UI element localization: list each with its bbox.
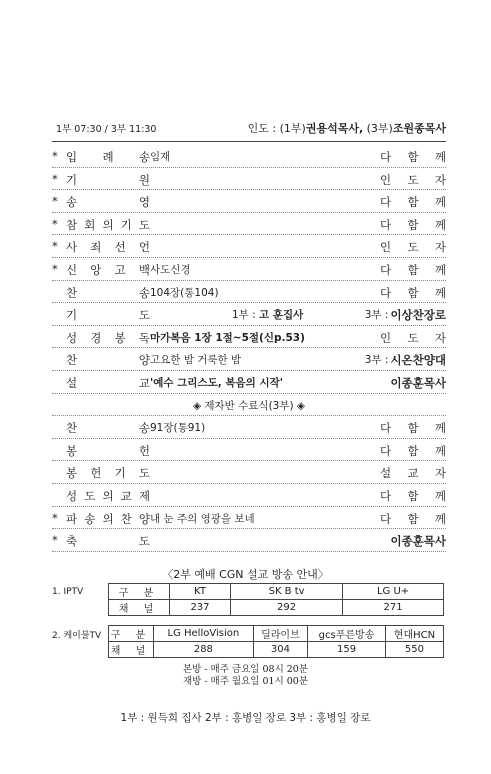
order-performer: 다 함 께 — [380, 488, 446, 503]
table-cell: LG U+ — [343, 584, 444, 600]
prayer-third-name: 이상찬장로 — [390, 308, 446, 323]
order-row-benediction — [52, 529, 446, 552]
prayer-first-label: 1부 : — [232, 309, 260, 322]
leader-mid: (3부) — [363, 122, 393, 135]
discipleship-graduation-notice: ◈ 제자반 수료식(3부) ◈ — [192, 399, 306, 412]
order-row-doxology — [52, 190, 446, 213]
order-performer: 이종훈목사 — [390, 534, 446, 549]
standing-marker: * — [52, 149, 58, 163]
header-divider — [52, 141, 446, 142]
order-performer — [365, 352, 446, 368]
table-cell: LG HelloVision — [154, 626, 254, 642]
premiere-time: 본방 - 매주 금요일 08시 20분 — [182, 664, 309, 675]
standing-marker: * — [52, 261, 58, 276]
broadcast-title: 〈2부 예배 CGN 설교 방송 안내〉 — [162, 568, 329, 581]
iptv-label: 1. IPTV — [52, 587, 84, 597]
order-performer: 이종훈목사 — [390, 375, 446, 390]
order-title: 신 앙 고 백 — [66, 262, 150, 277]
standing-marker: * — [52, 194, 58, 209]
order-row-offering — [52, 439, 446, 462]
order-row-confession — [52, 213, 446, 236]
table-cell: 딜라이브 — [253, 626, 307, 642]
order-detail: 고요한 밤 거룩한 밤 — [150, 354, 242, 367]
standing-marker: * — [52, 171, 58, 186]
order-row-invocation — [52, 168, 446, 191]
order-row-creed — [52, 258, 446, 281]
standing-marker: * — [52, 533, 58, 548]
table-cell: gcs푸른방송 — [308, 626, 386, 642]
order-detail: 임재 — [150, 151, 171, 163]
order-performer: 다 함 께 — [380, 421, 446, 436]
order-performer: 인 도 자 — [380, 330, 446, 345]
cable-label: 2. 케이블TV — [52, 631, 102, 641]
order-title: 축 도 — [66, 534, 150, 549]
order-title: 설 교 — [66, 375, 150, 390]
footer-prayer-leaders: 1부 : 원득희 집사 2부 : 홍병일 장로 3부 : 홍병일 장로 — [120, 712, 371, 724]
table-header-cell: 구 분 — [109, 584, 170, 600]
order-title: 봉 헌 기 도 — [66, 466, 150, 481]
table-cell: 304 — [253, 642, 307, 658]
leader-third-service: 조원종목사 — [392, 122, 446, 135]
sermon-title: '예수 그리스도, 복음의 시작' — [150, 376, 283, 389]
order-detail: 104장(통104) — [150, 286, 219, 299]
rerun-time: 재방 - 매주 월요일 01시 00분 — [182, 676, 309, 687]
cable-table — [108, 625, 444, 658]
order-title: 찬 양 — [66, 353, 150, 368]
order-title: 입 례 송 — [66, 150, 150, 164]
order-performer: 다 함 께 — [380, 195, 446, 210]
order-performer: 다 함 께 — [380, 217, 446, 232]
order-performer: 설 교 자 — [380, 466, 446, 481]
table-row — [109, 626, 444, 642]
order-title: 사 죄 선 언 — [66, 240, 150, 255]
order-title: 기 원 — [66, 172, 150, 187]
order-title: 성 도 의 교 제 — [66, 488, 150, 503]
order-performer: 인 도 자 — [380, 240, 446, 255]
table-row — [109, 600, 444, 616]
table-cell: 159 — [308, 642, 386, 658]
anthem-service-label: 3부 : — [364, 354, 389, 367]
order-performer: 다 함 께 — [380, 285, 446, 300]
order-performer: 다 함 께 — [380, 262, 446, 277]
standing-marker: * — [52, 510, 58, 525]
order-title: 찬 송 — [66, 285, 150, 300]
table-row — [109, 642, 444, 658]
service-leaders — [248, 120, 446, 136]
prayer-first-service — [232, 307, 303, 322]
order-title: 찬 송 — [66, 421, 150, 436]
table-row — [109, 584, 444, 600]
prayer-third-service — [365, 307, 446, 323]
order-title: 송 영 — [66, 195, 150, 210]
table-cell: 550 — [385, 642, 443, 658]
order-row-fellowship — [52, 484, 446, 507]
service-times: 1부 07:30 / 3부 11:30 — [56, 124, 157, 135]
prayer-first-name: 고 훈집사 — [259, 309, 304, 322]
order-row-absolution — [52, 235, 446, 258]
table-cell: 현대HCN — [385, 626, 443, 642]
order-title: 봉 헌 — [66, 443, 150, 458]
standing-marker: * — [52, 216, 58, 231]
order-title: 기 도 — [66, 308, 150, 323]
order-row-hymn — [52, 281, 446, 304]
table-header-cell: 채 널 — [109, 600, 170, 616]
leader-first-service: 권용석목사, — [305, 122, 364, 135]
order-row-entrance-hymn — [52, 145, 446, 168]
order-title: 성 경 봉 독 — [66, 330, 150, 345]
order-row-announcement — [52, 394, 446, 417]
order-detail: 91장(통91) — [150, 422, 206, 435]
order-detail: 내 눈 주의 영광을 보네 — [150, 512, 255, 525]
standing-marker: * — [52, 239, 58, 254]
order-performer: 다 함 께 — [380, 150, 446, 164]
order-detail: 마가복음 1장 1절~5절(신p.53) — [150, 331, 305, 344]
table-cell: 271 — [343, 600, 444, 616]
table-cell: 237 — [170, 600, 231, 616]
order-row-prayer — [52, 303, 446, 326]
order-row-sermon — [52, 371, 446, 394]
choir-name: 시온찬양대 — [390, 353, 446, 368]
prayer-third-label: 3부 : — [364, 309, 389, 322]
order-title: 파 송 의 찬 양 — [66, 511, 150, 526]
broadcast-schedule — [0, 664, 491, 688]
table-header-cell: 채 널 — [109, 642, 154, 658]
order-performer: 다 함 께 — [380, 443, 446, 458]
order-row-sending-song — [52, 507, 446, 530]
order-detail: 사도신경 — [150, 263, 191, 276]
table-cell: SK B tv — [230, 584, 342, 600]
order-performer: 인 도 자 — [380, 172, 446, 187]
order-row-anthem — [52, 348, 446, 371]
order-row-scripture — [52, 326, 446, 349]
table-cell: KT — [170, 584, 231, 600]
order-row-closing-hymn — [52, 416, 446, 439]
table-header-cell: 구 분 — [109, 626, 154, 642]
order-title: 참 회 의 기 도 — [66, 217, 150, 232]
iptv-table — [108, 583, 444, 616]
table-cell: 292 — [230, 600, 342, 616]
order-performer: 다 함 께 — [380, 511, 446, 526]
order-of-worship — [52, 145, 446, 552]
leader-prefix: 인도 : (1부) — [247, 122, 306, 135]
order-row-offering-prayer — [52, 461, 446, 484]
table-cell: 288 — [154, 642, 254, 658]
